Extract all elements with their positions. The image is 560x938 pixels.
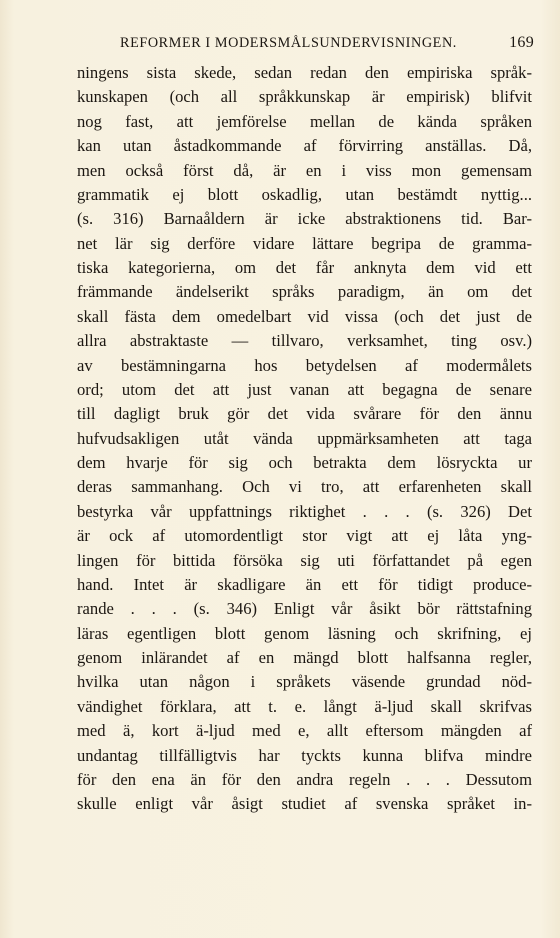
text-line: vändighet förklara, att t. e. långt ä-ljud skall skrifvas (77, 696, 532, 716)
text-line: kan utan åstadkommande af förvirring anställas. Då, (77, 136, 532, 156)
running-header (120, 33, 534, 53)
text-line: deras sammanhang. Och vi tro, att erfarenheten skall (77, 477, 532, 497)
text-line: rande . . . (s. 346) Enligt vår åsikt bör rättstafning (77, 599, 532, 619)
text-line: främmande ändelserikt språks paradigm, än om det (77, 282, 532, 302)
text-line: med ä, kort ä-ljud med e, allt eftersom mängden af (77, 721, 532, 741)
text-line: för den ena än för den andra regeln . . . Dessutom (77, 769, 532, 789)
text-line: grammatik ej blott oskadlig, utan bestämdt nyttig... (77, 184, 532, 204)
text-line: bestyrka vår uppfattnings riktighet . . . (s. 326) Det (77, 501, 532, 521)
text-line: läras egentligen blott genom läsning och skrifning, ej (77, 623, 532, 643)
text-line: av bestämningarna hos betydelsen af modermålets (77, 355, 532, 375)
body-text (77, 61, 532, 817)
text-line: hand. Intet är skadligare än ett för tidigt produce- (77, 574, 532, 594)
text-line: hufvudsakligen utåt vända uppmärksamheten att taga (77, 428, 532, 448)
text-line: skall fästa dem omedelbart vid vissa (och det just de (77, 306, 532, 326)
page-number: 169 (509, 34, 534, 51)
text-line: dem hvarje för sig och betrakta dem lösryckta ur (77, 453, 532, 472)
text-line: nog fast, att jemförelse mellan de kända språken (77, 111, 532, 131)
text-line: är ock af utomordentligt stor vigt att ej låta yng- (77, 526, 532, 546)
text-line: skulle enligt vår åsigt studiet af svenska språket in- (77, 794, 532, 814)
text-line: kunskapen (och all språkkunskap är empirisk) blifvit (77, 87, 532, 107)
text-line: tiska kategorierna, om det får anknyta dem vid ett (77, 258, 532, 277)
text-line: lingen för bittida försöka sig uti författandet på egen (77, 550, 532, 570)
text-line: allra abstraktaste — tillvaro, verksamhet, ting osv.) (77, 331, 532, 351)
text-line: net lär sig derföre vidare lättare begripa de gramma- (77, 233, 532, 253)
running-title: REFORMER I MODERSMÅLSUNDERVISNINGEN. (120, 35, 457, 51)
text-line: ningens sista skede, sedan redan den empiriska språk- (77, 63, 532, 82)
text-line: ord; utom det att just vanan att begagna de senare (77, 379, 532, 399)
text-line: till dagligt bruk gör det vida svårare för den ännu (77, 404, 532, 424)
text-line: undantag tillfälligtvis har tyckts kunna blifva mindre (77, 745, 532, 765)
text-line: men också först då, är en i viss mon gemensam (77, 160, 532, 180)
text-line: genom inlärandet af en mängd blott halfsanna regler, (77, 648, 532, 667)
text-line: hvilka utan någon i språkets väsende grundad nöd- (77, 672, 532, 692)
text-line: (s. 316) Barnaåldern är icke abstraktionens tid. Bar- (77, 209, 532, 229)
